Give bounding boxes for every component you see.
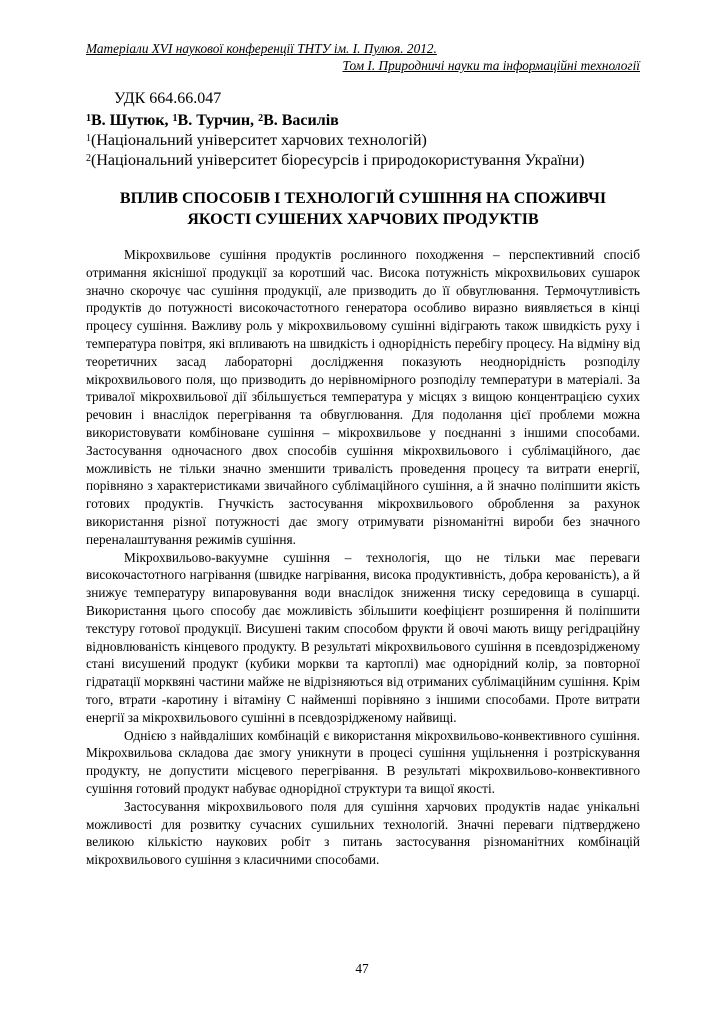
body-paragraph-4: Застосування мікрохвильового поля для сушіння харчових продуктів надає унікальні можливості для розвитку сучасних сушильних технологій. Значні переваги підтверджено великою кількістю наукових робіт з питань застосування різноманітних комбінацій мікрохвильового сушіння з класичними способами. — [86, 798, 640, 868]
author-3-affiliation-mark: 2 — [258, 113, 264, 124]
author-1-affiliation-mark: 1 — [86, 113, 91, 124]
page-number: 47 — [355, 961, 369, 976]
affiliation-1 — [86, 131, 640, 151]
affiliation-2-text: (Національний університет біоресурсів і природокористування України) — [91, 152, 585, 169]
affiliation-1-mark: 1 — [86, 133, 91, 144]
running-header-volume: Том І. Природничі науки та інформаційні технології — [342, 58, 640, 73]
author-3-name: В. Василів — [263, 112, 339, 129]
author-2-affiliation-mark: 1 — [172, 113, 178, 124]
running-header-conference: Матеріали XVІ наукової конференції ТНТУ ім. І. Пулюя. 2012. — [86, 41, 437, 56]
body-paragraph-2: Мікрохвильово-вакуумне сушіння – технологія, що не тільки має переваги високочастотного нагрівання (швидке нагрівання, висока продуктивність, добра керованість), а й знижує температуру випаровування води внаслідок зниження тиску середовища в сушарці. Використання цього способу дає можливість збільшити коефіцієнт розширення й поліпшити текстуру готової продукції. Висушені таким способом фрукти й овочі мають вищу регідраційну відновлюваність кінцевого продукту. В результаті мікрохвильового сушіння в псевдозрідженому стані висушений продукт (кубики моркви та картоплі) має однорідний колір, за повторної гідратації морквяні частини майже не відрізняються від отриманих сублімаційним сушіння. Крім того, втрати -каротину і вітаміну С найменші порівняно з іншими способами. Проте витрати енергії за мікрохвильового сушінні в псевдозрідженому найвищі. — [86, 549, 640, 725]
paper-body — [86, 246, 640, 869]
paper-title-line-1: ВПЛИВ СПОСОБІВ І ТЕХНОЛОГІЙ СУШІННЯ НА СПОЖИВЧІ — [119, 190, 607, 207]
affiliation-2-mark: 2 — [86, 153, 91, 164]
author-1-name: В. Шутюк, — [91, 112, 173, 129]
udk-code: УДК 664.66.047 — [114, 90, 222, 107]
paper-title — [86, 188, 640, 230]
body-paragraph-3: Однією з найвдаліших комбінацій є використання мікрохвильово-конвективного сушіння. Мікрохвильова складова дає змогу уникнути в процесі сушіння ущільнення і розтріскування продукту, не допустити місцевого перегрівання. В результаті мікрохвильово-конвективного сушіння готовий продукт набуває однорідної структури та вищої якості. — [86, 727, 640, 796]
affiliation-1-text: (Національний університет харчових технологій) — [91, 132, 427, 149]
affiliation-2 — [86, 151, 640, 171]
page-content — [86, 40, 640, 869]
body-paragraph-1: Мікрохвильове сушіння продуктів рослинного походження – перспективний спосіб отримання якіснішої продукції за коротший час. Висока потужність мікрохвильових сушарок значно скорочує час сушіння продукції, але призводить до її обвуглювання. Термочутливість продуктів до потужності високочастотного генератора особливо виразно виявляється в кінці процесу сушіння. Важливу роль у мікрохвильовому сушінні відіграють також швидкість руху і температура повітря, які впливають на швидкість і однорідність перебігу процесу. На відміну від теоретичних засад лабораторні дослідження показують неоднорідність розподілу мікрохвильового поля, що призводить до нерівномірного розподілу температури в матеріалі. За тривалої мікрохвильової дії збільшується температура у місцях з вищою концентрацією сухих речовин і внаслідок перегрівання та обвуглювання. Для подолання цієї проблеми можна використовувати комбіноване сушіння – мікрохвильове у поєднанні з іншими способами. Застосування одночасного двох способів сушіння мікрохвильового і сублімаційного, дає можливість не тільки значно зменшити тривалість проведення процесу та витрати енергії, порівняно з характеристиками звичайного сублімаційного сушіння, а й значно поліпшити якість готових продуктів. Гнучкість застосування мікрохвильового оброблення за рахунок використання різної потужності дає змогу отримувати різноманітні вироби без значного переналаштування режимів сушіння. — [86, 247, 640, 547]
author-2-name: В. Турчин, — [177, 112, 259, 129]
paper-title-line-2: ЯКОСТІ СУШЕНИХ ХАРЧОВИХ ПРОДУКТІВ — [187, 211, 539, 228]
author-list — [86, 111, 640, 131]
